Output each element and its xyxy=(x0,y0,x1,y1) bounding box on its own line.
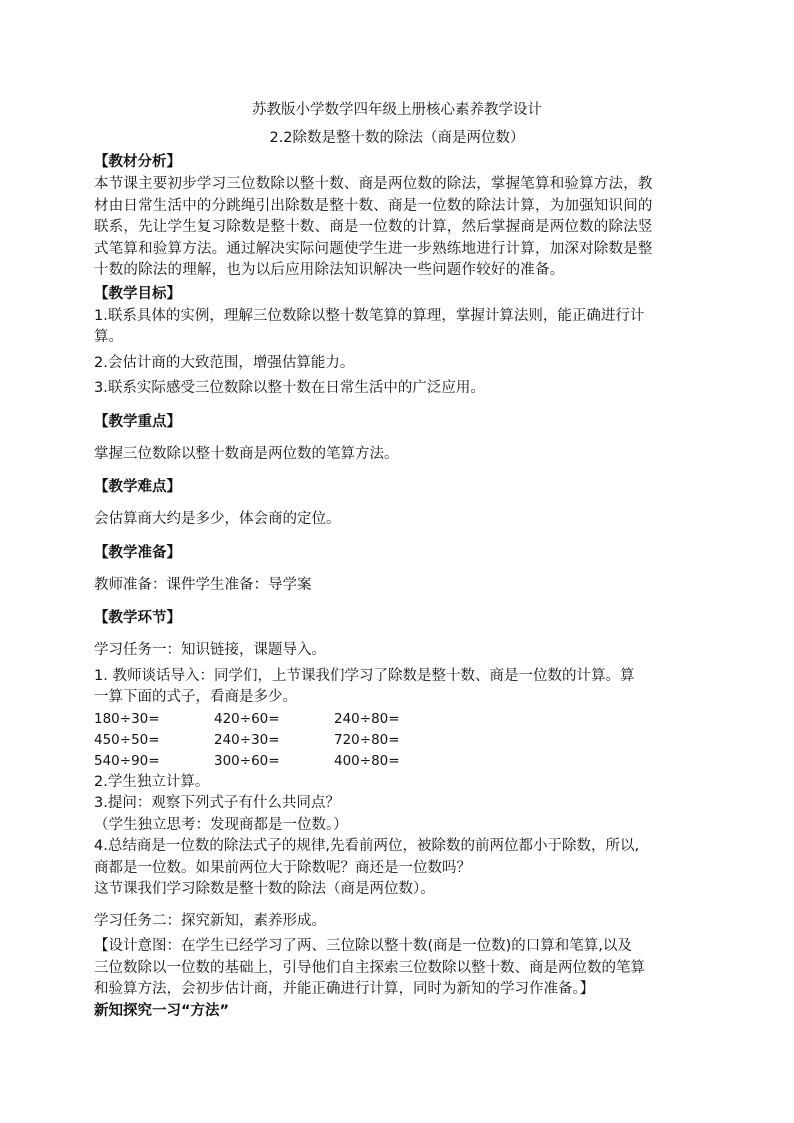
key-points-text: 掌握三位数除以整十数商是两位数的笔算方法。 xyxy=(94,445,399,462)
analysis-paragraph xyxy=(94,174,700,282)
step-one-line: 一算下面的式子，看商是多少。 xyxy=(94,689,297,705)
math-expression: 450÷50= xyxy=(94,731,160,748)
math-expression: 420÷60= xyxy=(214,710,280,727)
math-expression: 720÷80= xyxy=(334,731,400,748)
lesson-intro: 这节课我们学习除数是整十数的除法（商是两位数）。 xyxy=(94,881,435,897)
document-page xyxy=(94,98,700,1022)
goals-heading: 【教学目标】 xyxy=(94,285,181,302)
step-three-note: （学生独立思考：发现商都是一位数。） xyxy=(94,816,348,833)
task-two-title: 学习任务二：探究新知，素养形成。 xyxy=(94,912,326,929)
preparation-heading: 【教学准备】 xyxy=(94,544,181,561)
key-points-heading: 【教学重点】 xyxy=(94,413,181,430)
design-intent-line: 三位数除以一位数的基础上，引导他们自主探索三位数除以整十数、商是两位数的笔算 xyxy=(94,959,645,976)
analysis-line: 联系，先让学生复习除数是整十数、商是一位数的计算，然后掌握商是两位数的除法竖 xyxy=(94,219,653,235)
explore-heading: 新知探究一习“方法” xyxy=(94,1002,230,1019)
goal-item: 2.会估计商的大致范围，增强估算能力。 xyxy=(94,354,355,371)
math-expression: 400÷80= xyxy=(334,752,400,769)
analysis-line: 十数的除法的理解，也为以后应用除法知识解决一些问题作较好的准备。 xyxy=(94,262,565,278)
preparation-text: 教师准备：课件学生准备：导学案 xyxy=(94,576,312,593)
design-intent-line: 【设计意图：在学生已经学习了两、三位除以整十数(商是一位数)的口算和笔算,以及 xyxy=(94,938,632,954)
analysis-heading: 【教材分析】 xyxy=(94,154,181,170)
difficulties-heading: 【教学难点】 xyxy=(94,479,181,495)
document-title: 苏教版小学数学四年级上册核心素养教学设计 xyxy=(252,102,542,118)
math-expression: 240÷30= xyxy=(214,731,280,748)
design-intent-line: 和验算方法，会初步估计商，并能正确进行计算，同时为新知的学习作准备。】 xyxy=(94,981,595,997)
math-expression: 540÷90= xyxy=(94,752,160,769)
math-expression: 180÷30= xyxy=(94,710,160,727)
analysis-line: 本节课主要初步学习三位数除以整十数、商是两位数的除法，掌握笔算和验算方法，教 xyxy=(94,176,653,192)
step-one-line: 1. 教师谈话导入：同学们，上节课我们学习了除数是整十数、商是一位数的计算。算 xyxy=(94,667,635,684)
math-row xyxy=(94,709,700,730)
step-four-line: 4.总结商是一位数的除法式子的规律,先看前两位，被除数的前两位都小于除数，所以, xyxy=(94,838,640,854)
math-row xyxy=(94,751,700,772)
math-expression: 300÷60= xyxy=(214,752,280,769)
step-three: 3.提问：观察下列式子有什么共同点？ xyxy=(94,795,340,811)
goal-item: 算。 xyxy=(94,329,123,345)
process-heading: 【教学环节】 xyxy=(94,610,181,626)
goal-item: 1.联系具体的实例，理解三位数除以整十数笔算的算理，掌握计算法则，能正确进行计 xyxy=(94,307,645,324)
task-one-title: 学习任务一：知识链接，课题导入。 xyxy=(94,642,326,658)
math-row xyxy=(94,730,700,751)
step-two: 2.学生独立计算。 xyxy=(94,773,210,790)
lesson-subtitle: 2.2除数是整十数的除法（商是两位数） xyxy=(269,130,525,146)
difficulties-text: 会估算商大约是多少，体会商的定位。 xyxy=(94,511,341,527)
math-expression: 240÷80= xyxy=(334,710,400,727)
analysis-line: 材由日常生活中的分跳绳引出除数是整十数、商是一位数的除法计算，为加强知识间的 xyxy=(94,197,653,214)
analysis-line: 式笔算和验算方法。通过解决实际问题使学生进一步熟练地进行计算，加深对除数是整 xyxy=(94,240,653,257)
step-four-line: 商都是一位数。如果前两位大于除数呢？商还是一位数吗？ xyxy=(94,859,471,876)
goal-item: 3.联系实际感受三位数除以整十数在日常生活中的广泛应用。 xyxy=(94,380,485,396)
